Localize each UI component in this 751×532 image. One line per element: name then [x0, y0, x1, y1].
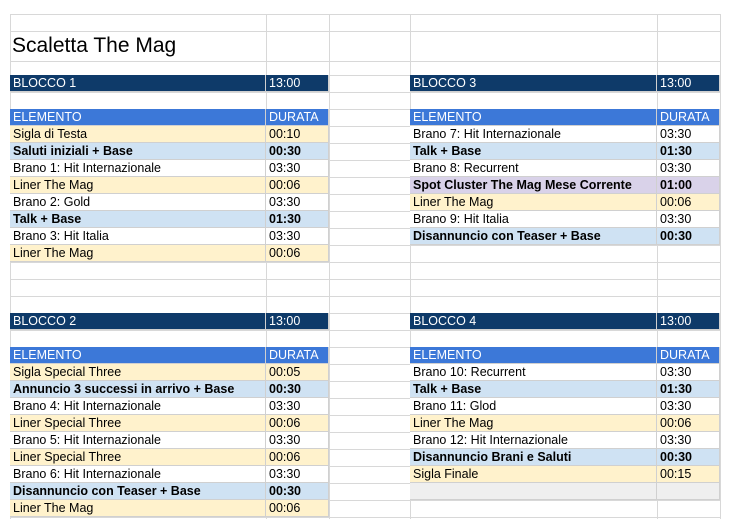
duration-cell[interactable]: 03:30 — [266, 228, 329, 245]
duration-cell[interactable]: 00:06 — [266, 177, 329, 194]
duration-cell[interactable]: 01:30 — [657, 143, 720, 160]
column-header-duration[interactable]: DURATA — [266, 109, 329, 126]
block-name[interactable]: BLOCCO 4 — [410, 313, 657, 330]
gridline — [10, 330, 720, 331]
duration-cell[interactable]: 03:30 — [266, 194, 329, 211]
element-cell[interactable]: Liner The Mag — [10, 500, 266, 517]
duration-cell[interactable]: 00:30 — [657, 449, 720, 466]
duration-cell[interactable]: 03:30 — [266, 466, 329, 483]
element-cell[interactable]: Liner The Mag — [10, 177, 266, 194]
duration-cell[interactable]: 00:06 — [657, 415, 720, 432]
duration-cell[interactable]: 00:06 — [266, 449, 329, 466]
element-cell[interactable] — [410, 483, 657, 500]
element-cell[interactable]: Talk + Base — [410, 381, 657, 398]
element-cell[interactable]: Liner Special Three — [10, 449, 266, 466]
element-cell[interactable]: Brano 4: Hit Internazionale — [10, 398, 266, 415]
column-header-duration[interactable]: DURATA — [266, 347, 329, 364]
element-cell[interactable]: Talk + Base — [10, 211, 266, 228]
gridline — [10, 31, 720, 32]
element-cell[interactable]: Brano 11: Glod — [410, 398, 657, 415]
duration-cell[interactable]: 00:06 — [266, 500, 329, 517]
element-cell[interactable]: Spot Cluster The Mag Mese Corrente — [410, 177, 657, 194]
duration-cell[interactable]: 00:06 — [657, 194, 720, 211]
duration-cell[interactable]: 00:06 — [266, 245, 329, 262]
gridline — [10, 262, 720, 263]
duration-cell[interactable]: 03:30 — [266, 160, 329, 177]
element-cell[interactable]: Brano 9: Hit Italia — [410, 211, 657, 228]
duration-cell[interactable]: 00:30 — [266, 143, 329, 160]
duration-cell[interactable]: 03:30 — [657, 211, 720, 228]
column-header-element[interactable]: ELEMENTO — [410, 347, 657, 364]
duration-cell[interactable]: 00:30 — [266, 483, 329, 500]
element-cell[interactable]: Brano 8: Recurrent — [410, 160, 657, 177]
duration-cell[interactable] — [657, 483, 720, 500]
element-cell[interactable]: Brano 2: Gold — [10, 194, 266, 211]
element-cell[interactable]: Talk + Base — [410, 143, 657, 160]
duration-cell[interactable]: 01:00 — [657, 177, 720, 194]
gridline — [10, 61, 720, 62]
column-header-element[interactable]: ELEMENTO — [410, 109, 657, 126]
gridline — [10, 14, 720, 15]
element-cell[interactable]: Sigla Special Three — [10, 364, 266, 381]
element-cell[interactable]: Liner The Mag — [410, 415, 657, 432]
duration-cell[interactable]: 03:30 — [266, 432, 329, 449]
element-cell[interactable]: Disannuncio con Teaser + Base — [10, 483, 266, 500]
block-time[interactable]: 13:00 — [657, 313, 720, 330]
duration-cell[interactable]: 00:10 — [266, 126, 329, 143]
duration-cell[interactable]: 00:06 — [266, 415, 329, 432]
block-name[interactable]: BLOCCO 3 — [410, 75, 657, 92]
element-cell[interactable]: Disannuncio Brani e Saluti — [410, 449, 657, 466]
element-cell[interactable]: Liner Special Three — [10, 415, 266, 432]
element-cell[interactable]: Brano 6: Hit Internazionale — [10, 466, 266, 483]
block-time[interactable]: 13:00 — [266, 313, 329, 330]
gridline — [10, 279, 720, 280]
duration-cell[interactable]: 03:30 — [657, 126, 720, 143]
gridline — [10, 296, 720, 297]
element-cell[interactable]: Brano 12: Hit Internazionale — [410, 432, 657, 449]
gridline — [329, 14, 330, 519]
duration-cell[interactable]: 01:30 — [657, 381, 720, 398]
element-cell[interactable]: Brano 7: Hit Internazionale — [410, 126, 657, 143]
page-title: Scaletta The Mag — [12, 34, 177, 57]
duration-cell[interactable]: 03:30 — [657, 432, 720, 449]
block-time[interactable]: 13:00 — [657, 75, 720, 92]
column-header-element[interactable]: ELEMENTO — [10, 109, 266, 126]
block-name[interactable]: BLOCCO 2 — [10, 313, 266, 330]
element-cell[interactable]: Disannuncio con Teaser + Base — [410, 228, 657, 245]
element-cell[interactable]: Brano 1: Hit Internazionale — [10, 160, 266, 177]
duration-cell[interactable]: 00:05 — [266, 364, 329, 381]
duration-cell[interactable]: 03:30 — [657, 364, 720, 381]
element-cell[interactable]: Liner The Mag — [410, 194, 657, 211]
duration-cell[interactable]: 00:30 — [657, 228, 720, 245]
column-header-element[interactable]: ELEMENTO — [10, 347, 266, 364]
element-cell[interactable]: Annuncio 3 successi in arrivo + Base — [10, 381, 266, 398]
element-cell[interactable]: Sigla Finale — [410, 466, 657, 483]
gridline — [10, 517, 720, 518]
column-header-duration[interactable]: DURATA — [657, 347, 720, 364]
gridline — [720, 14, 721, 519]
duration-cell[interactable]: 00:30 — [266, 381, 329, 398]
block-time[interactable]: 13:00 — [266, 75, 329, 92]
element-cell[interactable]: Sigla di Testa — [10, 126, 266, 143]
duration-cell[interactable]: 03:30 — [266, 398, 329, 415]
duration-cell[interactable]: 03:30 — [657, 398, 720, 415]
duration-cell[interactable]: 01:30 — [266, 211, 329, 228]
duration-cell[interactable]: 00:15 — [657, 466, 720, 483]
duration-cell[interactable]: 03:30 — [657, 160, 720, 177]
column-header-duration[interactable]: DURATA — [657, 109, 720, 126]
element-cell[interactable]: Liner The Mag — [10, 245, 266, 262]
element-cell[interactable]: Brano 10: Recurrent — [410, 364, 657, 381]
element-cell[interactable]: Brano 5: Hit Internazionale — [10, 432, 266, 449]
block-name[interactable]: BLOCCO 1 — [10, 75, 266, 92]
gridline — [10, 92, 720, 93]
element-cell[interactable]: Saluti iniziali + Base — [10, 143, 266, 160]
element-cell[interactable]: Brano 3: Hit Italia — [10, 228, 266, 245]
